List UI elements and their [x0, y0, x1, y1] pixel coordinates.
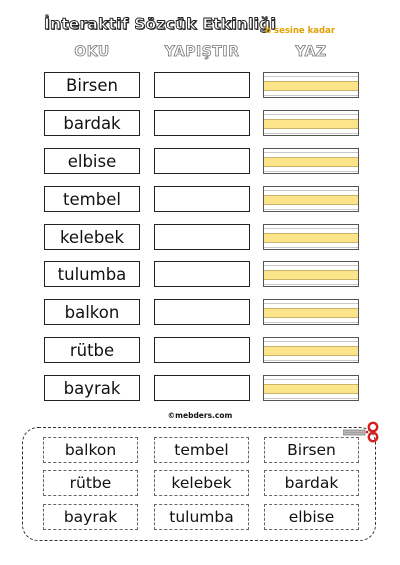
word-row	[0, 186, 400, 212]
column-header-write: YAZ	[295, 44, 327, 60]
write-box[interactable]	[263, 186, 359, 212]
word-row	[0, 261, 400, 287]
word-row	[0, 224, 400, 250]
paste-box[interactable]	[154, 261, 250, 287]
worksheet-subtitle: b sesine kadar	[265, 26, 336, 36]
paste-box[interactable]	[154, 299, 250, 325]
word-row	[0, 299, 400, 325]
read-word-box: rütbe	[44, 337, 140, 363]
write-box[interactable]	[263, 148, 359, 174]
cutout-word-tile[interactable]: elbise	[264, 504, 359, 530]
column-header-read: OKU	[74, 44, 110, 60]
paste-box[interactable]	[154, 224, 250, 250]
paste-box[interactable]	[154, 337, 250, 363]
paste-box[interactable]	[154, 148, 250, 174]
read-word-box: tulumba	[44, 261, 140, 287]
cutout-word-tile[interactable]: kelebek	[154, 470, 249, 496]
cutout-word-tile[interactable]: bardak	[264, 470, 359, 496]
read-word-box: elbise	[44, 148, 140, 174]
cutout-word-tile[interactable]: Birsen	[264, 437, 359, 463]
column-header-paste: YAPIŞTIR	[164, 44, 240, 60]
cutout-word-tile[interactable]: bayrak	[43, 504, 138, 530]
word-row	[0, 72, 400, 98]
read-word-box: bardak	[44, 110, 140, 136]
paste-box[interactable]	[154, 72, 250, 98]
read-word-box: bayrak	[44, 375, 140, 401]
write-box[interactable]	[263, 337, 359, 363]
word-row	[0, 148, 400, 174]
write-box[interactable]	[263, 224, 359, 250]
read-word-box: balkon	[44, 299, 140, 325]
source-credit: ©mebders.com	[167, 411, 233, 420]
cutout-word-tile[interactable]: rütbe	[43, 470, 138, 496]
cutout-word-tile[interactable]: balkon	[43, 437, 138, 463]
cutout-word-tile[interactable]: tembel	[154, 437, 249, 463]
word-row	[0, 375, 400, 401]
write-box[interactable]	[263, 261, 359, 287]
write-box[interactable]	[263, 72, 359, 98]
word-row	[0, 110, 400, 136]
write-box[interactable]	[263, 110, 359, 136]
word-row	[0, 337, 400, 363]
cutout-word-tile[interactable]: tulumba	[154, 504, 249, 530]
write-box[interactable]	[263, 375, 359, 401]
read-word-box: tembel	[44, 186, 140, 212]
write-box[interactable]	[263, 299, 359, 325]
paste-box[interactable]	[154, 375, 250, 401]
worksheet-title-block	[44, 15, 364, 37]
read-word-box: kelebek	[44, 224, 140, 250]
worksheet-title: İnteraktif Sözcük Etkinliği	[44, 15, 276, 33]
paste-box[interactable]	[154, 110, 250, 136]
paste-box[interactable]	[154, 186, 250, 212]
read-word-box: Birsen	[44, 72, 140, 98]
